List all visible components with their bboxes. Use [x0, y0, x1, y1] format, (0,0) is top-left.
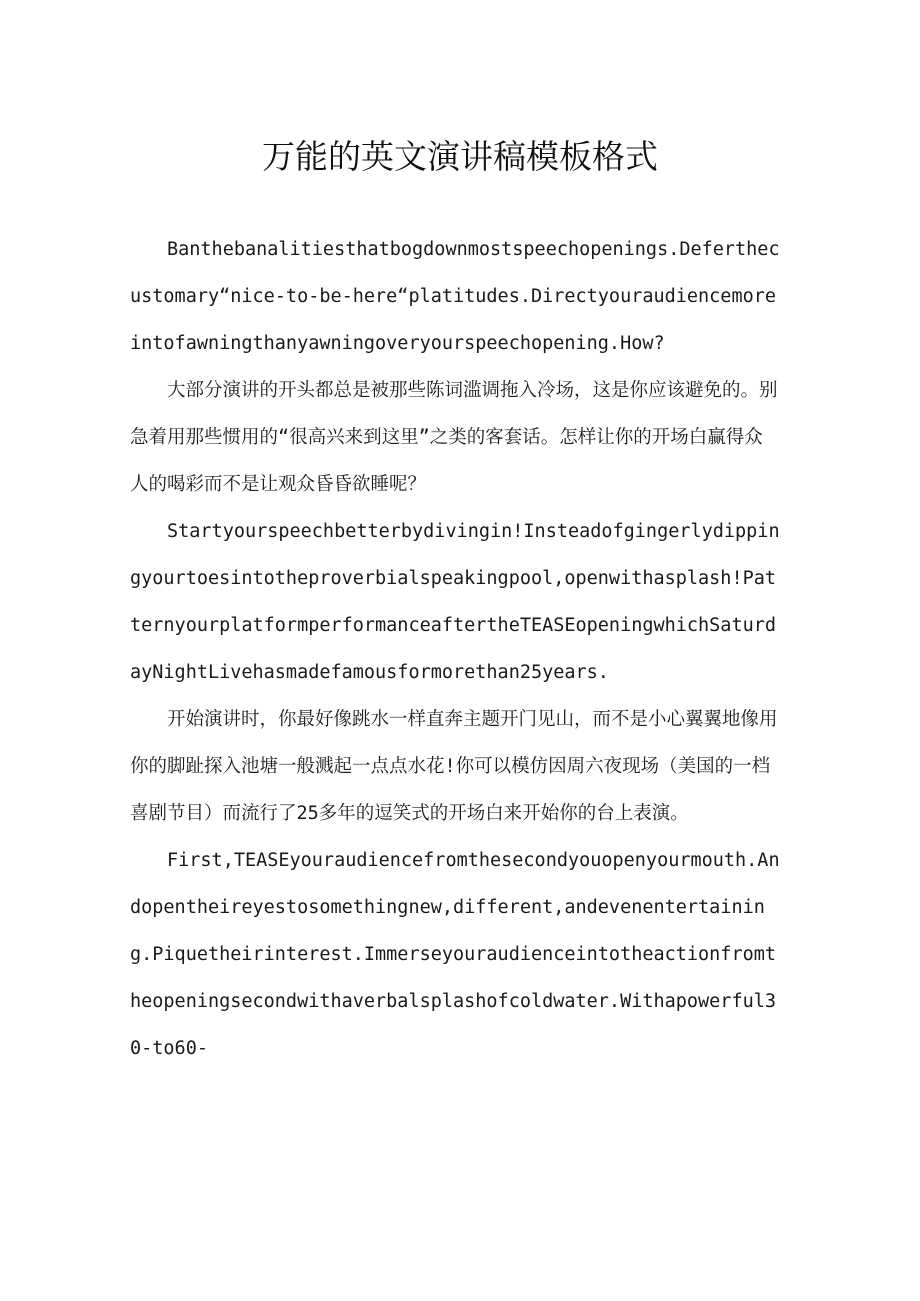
paragraph-english-intro: Banthebanalitiesthatbogdownmostspeechopenings.Deferthecustomary“nice-to-be-here“platitudes.Directyouraudiencemoreintofawningthanyawningoveryourspeechopening.How?: [130, 239, 780, 354]
paragraph-chinese-diving: 开始演讲时，你最好像跳水一样直奔主题开门见山，而不是小心翼翼地像用你的脚趾探入池塘一般溅起一点点水花!你可以模仿因周六夜现场（美国的一档喜剧节目）而流行了25多年的逗笑式的开场白来开始你的台上表演。: [130, 709, 778, 824]
paragraph-english-diving: Startyourspeechbetterbydivingin!Insteadofgingerlydippingyourtoesintotheproverbialspeakingpool,openwithasplash!PatternyourplatformperformanceaftertheTEASEopeningwhichSaturdayNightLivehasmadefamousformorethan25years.: [130, 521, 780, 683]
paragraph-english-tease: First,TEASEyouraudiencefromthesecondyouopenyourmouth.Andopentheireyestosomethingnew,different,andevenentertaining.Piquetheirinterest.Immerseyouraudienceintotheactionfromtheopeningsecondwithaverbalsplashofcoldwater.Withapowerful30-to60-: [130, 850, 780, 1059]
paragraph-chinese-intro: 大部分演讲的开头都总是被那些陈词滥调拖入冷场，这是你应该避免的。别急着用那些惯用的“很高兴来到这里”之类的客套话。怎样让你的开场白赢得众人的喝彩而不是让观众昏昏欲睡呢？: [130, 380, 778, 495]
document-body: [130, 226, 780, 1072]
page-title: 万能的英文演讲稿模板格式: [262, 137, 658, 176]
